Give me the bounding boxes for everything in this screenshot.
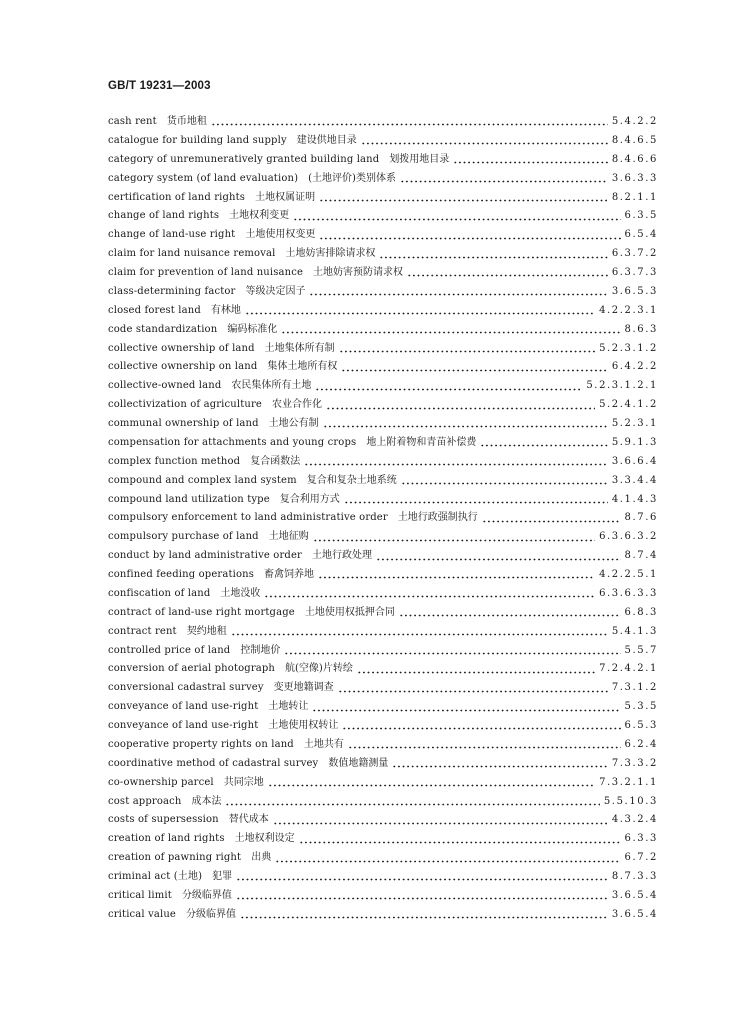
index-entry bbox=[108, 755, 658, 774]
dot-leader bbox=[318, 570, 595, 580]
index-entry bbox=[108, 774, 658, 793]
dot-leader bbox=[268, 778, 595, 788]
index-entry bbox=[108, 151, 658, 170]
entry-clause-number: 3.6.5.4 bbox=[611, 889, 658, 901]
entry-clause-number: 8.7.6 bbox=[624, 512, 658, 524]
dot-leader bbox=[236, 872, 608, 882]
entry-clause-number: 4.3.2.4 bbox=[611, 814, 658, 826]
entry-clause-number: 5.4.2.2 bbox=[611, 116, 658, 127]
entry-english-term: coordinative method of cadastral survey bbox=[108, 757, 319, 769]
entry-chinese-term: 编码标准化 bbox=[227, 323, 278, 335]
entry-chinese-term: 集体土地所有权 bbox=[267, 361, 338, 373]
dot-leader bbox=[453, 155, 608, 165]
entry-chinese-term: 复合和复杂土地系统 bbox=[306, 474, 397, 486]
dot-leader bbox=[245, 306, 595, 316]
entry-chinese-term: 土地集体所有制 bbox=[264, 342, 335, 354]
entry-english-term: collective ownership on land bbox=[108, 361, 258, 373]
dot-leader bbox=[342, 721, 620, 731]
dot-leader bbox=[313, 533, 595, 543]
entry-chinese-term: 土地使用权转让 bbox=[268, 720, 339, 731]
entry-clause-number: 8.7.4 bbox=[624, 550, 658, 562]
dot-leader bbox=[323, 419, 608, 429]
entry-english-term: cost approach bbox=[108, 795, 182, 807]
entry-clause-number: 3.6.5.4 bbox=[611, 908, 658, 920]
entry-english-term: creation of pawning right bbox=[108, 852, 242, 864]
entry-clause-number: 8.7.3.3 bbox=[611, 871, 658, 882]
entry-chinese-term: 土地权利变更 bbox=[229, 210, 290, 222]
index-entry bbox=[108, 887, 658, 906]
index-entry bbox=[108, 132, 658, 151]
entry-chinese-term: 土地共有 bbox=[303, 738, 344, 750]
index-entry bbox=[108, 340, 658, 359]
entry-english-term: communal ownership of land bbox=[108, 418, 259, 429]
entry-english-term: claim for land nuisance removal bbox=[108, 248, 276, 260]
entry-clause-number: 6.2.4 bbox=[624, 738, 658, 750]
entry-chinese-term: 土地权利设定 bbox=[234, 833, 295, 845]
dot-leader bbox=[284, 646, 620, 656]
index-entry bbox=[108, 849, 658, 868]
entry-english-term: contract rent bbox=[108, 625, 177, 637]
index-entry bbox=[108, 566, 658, 585]
index-entry bbox=[108, 170, 658, 189]
entry-chinese-term: 畜禽饲养地 bbox=[264, 569, 314, 580]
entry-english-term: cash rent bbox=[108, 116, 157, 127]
entry-clause-number: 7.3.2.1.1 bbox=[599, 776, 658, 788]
entry-english-term: compound and complex land system bbox=[108, 474, 297, 486]
entry-english-term: conversion of aerial photograph bbox=[108, 663, 276, 675]
entry-english-term: conduct by land administrative order bbox=[108, 550, 302, 562]
entry-english-term: criminal act (土地) bbox=[108, 871, 203, 882]
entry-english-term: compulsory enforcement to land administrative order bbox=[108, 512, 388, 524]
entry-chinese-term: 复合利用方式 bbox=[279, 493, 340, 505]
entry-clause-number: 4.1.4.3 bbox=[611, 493, 658, 505]
entry-clause-number: 5.5.7 bbox=[624, 644, 658, 656]
index-entry bbox=[108, 811, 658, 830]
dot-leader bbox=[225, 797, 599, 807]
entry-english-term: cooperative property rights on land bbox=[108, 738, 294, 750]
dot-leader bbox=[379, 250, 607, 260]
entry-english-term: catalogue for building land supply bbox=[108, 134, 287, 146]
entry-clause-number: 3.6.5.3 bbox=[611, 285, 658, 297]
entry-english-term: confined feeding operations bbox=[108, 569, 254, 580]
entry-clause-number: 6.3.3 bbox=[624, 833, 658, 845]
dot-leader bbox=[399, 608, 621, 618]
dot-leader bbox=[480, 438, 607, 448]
entry-clause-number: 5.3.5 bbox=[624, 701, 658, 713]
entry-chinese-term: 变更地籍调查 bbox=[273, 682, 334, 694]
dot-leader bbox=[339, 344, 595, 354]
index-entry bbox=[108, 679, 658, 698]
entry-english-term: certification of land rights bbox=[108, 191, 246, 203]
entry-chinese-term: 成本法 bbox=[191, 795, 222, 807]
dot-leader bbox=[348, 740, 621, 750]
entry-clause-number: 6.3.7.3 bbox=[611, 267, 658, 278]
entry-english-term: conveyance of land use-right bbox=[108, 720, 259, 731]
index-entry bbox=[108, 189, 658, 208]
entry-clause-number: 6.5.3 bbox=[624, 720, 658, 731]
dot-leader bbox=[357, 665, 595, 675]
entry-clause-number: 6.8.3 bbox=[624, 606, 658, 618]
entry-chinese-term: 土地征购 bbox=[268, 531, 309, 543]
entry-chinese-term: 犯罪 bbox=[212, 871, 233, 882]
entry-clause-number: 6.3.7.2 bbox=[611, 248, 658, 260]
entry-clause-number: 5.2.3.1 bbox=[611, 418, 658, 429]
dot-leader bbox=[326, 401, 595, 411]
entry-chinese-term: 土地使用权抵押合同 bbox=[304, 606, 395, 618]
entry-clause-number: 3.6.3.3 bbox=[611, 172, 658, 184]
dot-leader bbox=[309, 287, 607, 297]
index-entry bbox=[108, 302, 658, 321]
entry-chinese-term: 共同宗地 bbox=[223, 776, 264, 788]
entry-chinese-term: 农民集体所有土地 bbox=[231, 380, 312, 392]
dot-leader bbox=[319, 231, 620, 241]
dot-leader bbox=[315, 382, 582, 392]
index-entry bbox=[108, 396, 658, 415]
entry-english-term: conversional cadastral survey bbox=[108, 682, 264, 694]
index-entry bbox=[108, 623, 658, 642]
entry-chinese-term: 农业合作化 bbox=[271, 399, 322, 411]
index-entry bbox=[108, 547, 658, 566]
dot-leader bbox=[338, 684, 608, 694]
entry-chinese-term: 建设供地目录 bbox=[296, 134, 357, 146]
entry-chinese-term: 土地妨害预防请求权 bbox=[313, 267, 404, 278]
entry-chinese-term: 契约地租 bbox=[186, 625, 227, 637]
entry-chinese-term: 控制地价 bbox=[240, 644, 281, 656]
index-entry bbox=[108, 660, 658, 679]
index-entry bbox=[108, 868, 658, 887]
entry-chinese-term: 土地使用权变更 bbox=[245, 229, 316, 241]
index-entry bbox=[108, 377, 658, 396]
entry-clause-number: 5.9.1.3 bbox=[611, 436, 658, 448]
dot-leader bbox=[236, 891, 608, 901]
index-entry bbox=[108, 528, 658, 547]
entry-english-term: compulsory purchase of land bbox=[108, 531, 259, 543]
entry-chinese-term: 有林地 bbox=[210, 304, 241, 316]
entry-chinese-term: 分级临界值 bbox=[186, 908, 237, 920]
index-entry bbox=[108, 113, 658, 132]
entry-english-term: compensation for attachments and young crops bbox=[108, 436, 357, 448]
entry-chinese-term: 复合函数法 bbox=[250, 455, 301, 467]
entry-chinese-term: 土地没收 bbox=[220, 587, 261, 599]
index-entry bbox=[108, 906, 658, 925]
entry-clause-number: 5.2.3.1.2.1 bbox=[586, 380, 658, 392]
dot-leader bbox=[293, 212, 620, 222]
entry-clause-number: 5.2.3.1.2 bbox=[599, 342, 658, 354]
dot-leader bbox=[273, 816, 608, 826]
entry-chinese-term: 数值地籍测量 bbox=[328, 757, 389, 769]
index-entry bbox=[108, 226, 658, 245]
entry-chinese-term: 分级临界值 bbox=[181, 889, 232, 901]
dot-leader bbox=[264, 589, 595, 599]
entry-clause-number: 4.2.2.5.1 bbox=[599, 569, 658, 580]
index-entry bbox=[108, 245, 658, 264]
entry-english-term: costs of supersession bbox=[108, 814, 219, 826]
entry-chinese-term: 货币地租 bbox=[166, 116, 207, 127]
entry-chinese-term: 土地公有制 bbox=[268, 418, 319, 429]
entry-chinese-term: 出典 bbox=[251, 852, 272, 864]
dot-leader bbox=[407, 268, 608, 278]
index-entry bbox=[108, 642, 658, 661]
entry-english-term: controlled price of land bbox=[108, 644, 231, 656]
dot-leader bbox=[281, 325, 620, 335]
dot-leader bbox=[400, 174, 608, 184]
entry-clause-number: 8.4.6.6 bbox=[611, 153, 658, 165]
index-entry bbox=[108, 283, 658, 302]
dot-leader bbox=[361, 136, 608, 146]
index-entry bbox=[108, 472, 658, 491]
dot-leader bbox=[275, 854, 620, 864]
entry-clause-number: 4.2.2.3.1 bbox=[599, 304, 658, 316]
entry-english-term: code standardization bbox=[108, 323, 218, 335]
dot-leader bbox=[231, 627, 608, 637]
entry-english-term: change of land-use right bbox=[108, 229, 236, 241]
entry-clause-number: 6.5.4 bbox=[624, 229, 658, 241]
index-entry bbox=[108, 698, 658, 717]
entry-chinese-term: 土地行政强制执行 bbox=[397, 512, 478, 524]
index-entry bbox=[108, 830, 658, 849]
entry-chinese-term: (土地评价)类别体系 bbox=[308, 172, 396, 184]
entry-chinese-term: 土地行政处理 bbox=[311, 550, 372, 562]
dot-leader bbox=[240, 910, 608, 920]
index-entry bbox=[108, 358, 658, 377]
entry-chinese-term: 等级决定因子 bbox=[245, 285, 306, 297]
entry-english-term: contract of land-use right mortgage bbox=[108, 606, 295, 618]
entry-clause-number: 8.6.3 bbox=[624, 323, 658, 335]
index-entry bbox=[108, 264, 658, 283]
entry-clause-number: 5.5.10.3 bbox=[603, 795, 658, 807]
dot-leader bbox=[341, 363, 607, 373]
entry-english-term: category of unremuneratively granted building land bbox=[108, 153, 380, 165]
index-entry bbox=[108, 453, 658, 472]
index-entry bbox=[108, 207, 658, 226]
entry-english-term: claim for prevention of land nuisance bbox=[108, 267, 304, 278]
entry-clause-number: 6.3.6.3.3 bbox=[599, 587, 658, 599]
entry-english-term: class-determining factor bbox=[108, 285, 236, 297]
dot-leader bbox=[319, 193, 608, 203]
index-entry bbox=[108, 604, 658, 623]
entry-clause-number: 7.3.1.2 bbox=[611, 682, 658, 694]
entry-english-term: collective ownership of land bbox=[108, 342, 255, 354]
entry-english-term: confiscation of land bbox=[108, 587, 211, 599]
dot-leader bbox=[482, 514, 621, 524]
entry-clause-number: 5.2.4.1.2 bbox=[599, 399, 658, 411]
entry-english-term: category system (of land evaluation) bbox=[108, 172, 299, 184]
term-index-list bbox=[108, 113, 658, 925]
index-entry bbox=[108, 434, 658, 453]
entry-chinese-term: 土地转让 bbox=[268, 701, 309, 713]
index-entry bbox=[108, 736, 658, 755]
entry-chinese-term: 土地妨害排除请求权 bbox=[285, 248, 376, 260]
entry-clause-number: 5.4.1.3 bbox=[611, 625, 658, 637]
dot-leader bbox=[211, 117, 608, 127]
dot-leader bbox=[304, 457, 608, 467]
entry-english-term: critical limit bbox=[108, 889, 172, 901]
entry-chinese-term: 替代成本 bbox=[228, 814, 269, 826]
entry-clause-number: 6.7.2 bbox=[624, 852, 658, 864]
dot-leader bbox=[401, 476, 608, 486]
index-entry bbox=[108, 321, 658, 340]
entry-clause-number: 8.4.6.5 bbox=[611, 134, 658, 146]
entry-english-term: complex function method bbox=[108, 455, 241, 467]
entry-clause-number: 6.3.5 bbox=[624, 210, 658, 222]
entry-english-term: collective-owned land bbox=[108, 380, 222, 392]
dot-leader bbox=[312, 703, 620, 713]
entry-english-term: creation of land rights bbox=[108, 833, 225, 845]
entry-chinese-term: 地上附着物和青苗补偿费 bbox=[366, 436, 477, 448]
index-entry bbox=[108, 717, 658, 736]
entry-clause-number: 6.4.2.2 bbox=[611, 361, 658, 373]
index-entry bbox=[108, 491, 658, 510]
entry-chinese-term: 土地权属证明 bbox=[255, 191, 316, 203]
entry-clause-number: 3.3.4.4 bbox=[611, 474, 658, 486]
entry-english-term: conveyance of land use-right bbox=[108, 701, 259, 713]
entry-english-term: change of land rights bbox=[108, 210, 220, 222]
index-entry bbox=[108, 585, 658, 604]
index-entry bbox=[108, 509, 658, 528]
entry-clause-number: 6.3.6.3.2 bbox=[599, 531, 658, 543]
entry-english-term: co-ownership parcel bbox=[108, 776, 214, 788]
entry-clause-number: 8.2.1.1 bbox=[611, 191, 658, 203]
entry-english-term: closed forest land bbox=[108, 304, 201, 316]
entry-chinese-term: 航(空像)片转绘 bbox=[285, 663, 353, 675]
entry-clause-number: 3.6.6.4 bbox=[611, 455, 658, 467]
entry-english-term: compound land utilization type bbox=[108, 493, 270, 505]
dot-leader bbox=[376, 552, 621, 562]
entry-clause-number: 7.3.3.2 bbox=[611, 757, 658, 769]
entry-clause-number: 7.2.4.2.1 bbox=[599, 663, 658, 675]
dot-leader bbox=[392, 759, 607, 769]
dot-leader bbox=[299, 835, 621, 845]
standard-code-header: GB/T 19231—2003 bbox=[108, 80, 211, 92]
entry-english-term: critical value bbox=[108, 908, 177, 920]
dot-leader bbox=[344, 495, 608, 505]
index-entry bbox=[108, 415, 658, 434]
index-entry bbox=[108, 793, 658, 812]
entry-chinese-term: 划拨用地目录 bbox=[389, 153, 450, 165]
entry-english-term: collectivization of agriculture bbox=[108, 399, 262, 411]
